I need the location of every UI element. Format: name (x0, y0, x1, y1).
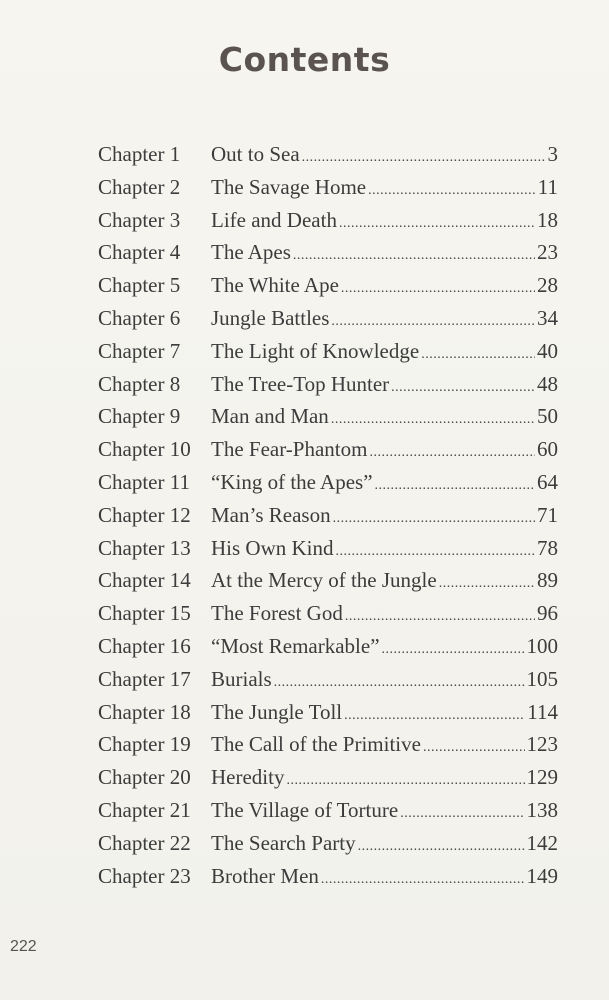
toc-entry (98, 240, 558, 273)
chapter-page-number: 11 (537, 174, 558, 199)
chapter-page-number: 78 (537, 535, 558, 560)
chapter-page-number: 100 (526, 633, 558, 658)
chapter-page-number: 71 (537, 502, 558, 527)
toc-entry (98, 175, 558, 208)
chapter-title: “Most Remarkable” (211, 633, 380, 658)
chapter-title: The Light of Knowledge (211, 338, 420, 363)
chapter-number: Chapter 1 (98, 142, 181, 166)
chapter-title: Man and Man (211, 404, 329, 429)
toc-entry (98, 142, 558, 175)
chapter-number: Chapter 22 (98, 830, 191, 855)
toc-entry (98, 372, 558, 405)
chapter-title: The Village of Torture (211, 797, 399, 822)
toc-entry (98, 437, 558, 470)
chapter-number: Chapter 13 (98, 535, 191, 560)
table-of-contents (98, 142, 558, 896)
chapter-number: Chapter 9 (98, 404, 181, 429)
toc-entry (98, 601, 558, 634)
dot-leader (339, 208, 535, 233)
dot-leader (302, 142, 546, 167)
chapter-number: Chapter 4 (98, 240, 181, 265)
chapter-page-number: 48 (537, 371, 558, 396)
dot-leader (331, 306, 535, 331)
toc-entry (98, 568, 558, 601)
toc-entry (98, 536, 558, 569)
chapter-title: Life and Death (211, 207, 337, 232)
chapter-page-number: 60 (537, 437, 558, 462)
toc-entry (98, 273, 558, 306)
chapter-number: Chapter 15 (98, 601, 191, 626)
dot-leader (400, 798, 524, 823)
page-title: Contents (218, 40, 391, 79)
chapter-number: Chapter 17 (98, 666, 191, 691)
chapter-number: Chapter 12 (98, 502, 191, 527)
dot-leader (382, 634, 525, 659)
chapter-title: Brother Men (211, 863, 319, 888)
dot-leader (423, 732, 525, 757)
chapter-number: Chapter 20 (98, 765, 191, 790)
chapter-page-number: 64 (537, 469, 558, 494)
chapter-number: Chapter 10 (98, 437, 191, 462)
dot-leader (439, 568, 535, 593)
dot-leader (421, 339, 535, 364)
toc-entry (98, 634, 558, 667)
toc-entry (98, 306, 558, 339)
chapter-title: Out to Sea (211, 142, 300, 166)
chapter-title: The Savage Home (211, 174, 367, 199)
chapter-page-number: 114 (527, 699, 558, 724)
dot-leader (333, 503, 535, 528)
chapter-title: The Fear-Phantom (211, 437, 368, 462)
chapter-page-number: 142 (526, 830, 558, 855)
chapter-title: The Apes (211, 240, 291, 265)
dot-leader (375, 470, 535, 495)
toc-entry (98, 831, 558, 864)
chapter-title: Heredity (211, 765, 285, 790)
dot-leader (286, 765, 524, 790)
chapter-number: Chapter 14 (98, 568, 191, 593)
toc-entry (98, 700, 558, 733)
dot-leader (358, 831, 525, 856)
toc-entry (98, 667, 558, 700)
toc-entry (98, 470, 558, 503)
toc-entry (98, 798, 558, 831)
chapter-title: At the Mercy of the Jungle (211, 568, 437, 593)
chapter-page-number: 129 (526, 765, 558, 790)
chapter-number: Chapter 21 (98, 797, 191, 822)
toc-entry (98, 765, 558, 798)
dot-leader (331, 404, 535, 429)
chapter-number: Chapter 7 (98, 338, 181, 363)
chapter-number: Chapter 23 (98, 863, 191, 888)
chapter-number: Chapter 18 (98, 699, 191, 724)
dot-leader (344, 700, 525, 725)
chapter-number: Chapter 2 (98, 174, 181, 199)
toc-entry (98, 732, 558, 765)
dot-leader (341, 273, 535, 298)
dot-leader (321, 864, 525, 889)
chapter-page-number: 23 (537, 240, 558, 265)
chapter-page-number: 96 (537, 601, 558, 626)
chapter-title: “King of the Apes” (211, 469, 373, 494)
chapter-page-number: 138 (526, 797, 558, 822)
chapter-title: The White Ape (211, 273, 339, 298)
chapter-title: The Call of the Primitive (211, 732, 421, 757)
toc-entry (98, 404, 558, 437)
chapter-page-number: 89 (537, 568, 558, 593)
chapter-page-number: 50 (537, 404, 558, 429)
chapter-number: Chapter 16 (98, 633, 191, 658)
folio-page-number: 222 (10, 938, 37, 955)
chapter-page-number: 105 (526, 666, 558, 691)
chapter-page-number: 123 (526, 732, 558, 757)
toc-entry (98, 339, 558, 372)
chapter-title: The Tree-Top Hunter (211, 371, 390, 396)
chapter-title: The Jungle Toll (211, 699, 343, 724)
chapter-page-number: 18 (537, 207, 558, 232)
toc-entry (98, 864, 558, 897)
chapter-number: Chapter 8 (98, 371, 181, 396)
chapter-title: The Search Party (211, 830, 356, 855)
chapter-title: Burials (211, 666, 272, 691)
chapter-title: His Own Kind (211, 535, 334, 560)
chapter-page-number: 149 (526, 863, 558, 888)
chapter-number: Chapter 19 (98, 732, 191, 757)
dot-leader (293, 240, 535, 265)
chapter-page-number: 28 (537, 273, 558, 298)
dot-leader (391, 372, 535, 397)
chapter-number: Chapter 11 (98, 469, 190, 494)
chapter-number: Chapter 6 (98, 305, 181, 330)
toc-entry (98, 208, 558, 241)
dot-leader (368, 175, 536, 200)
dot-leader (345, 601, 535, 626)
chapter-title: Man’s Reason (211, 502, 331, 527)
dot-leader (274, 667, 525, 692)
dot-leader (336, 536, 535, 561)
chapter-page-number: 34 (537, 305, 558, 330)
toc-entry (98, 503, 558, 536)
chapter-title: Jungle Battles (211, 305, 330, 330)
chapter-number: Chapter 5 (98, 273, 181, 298)
chapter-title: The Forest God (211, 601, 343, 626)
chapter-page-number: 3 (547, 142, 558, 166)
chapter-number: Chapter 3 (98, 207, 181, 232)
dot-leader (369, 437, 535, 462)
chapter-page-number: 40 (537, 338, 558, 363)
